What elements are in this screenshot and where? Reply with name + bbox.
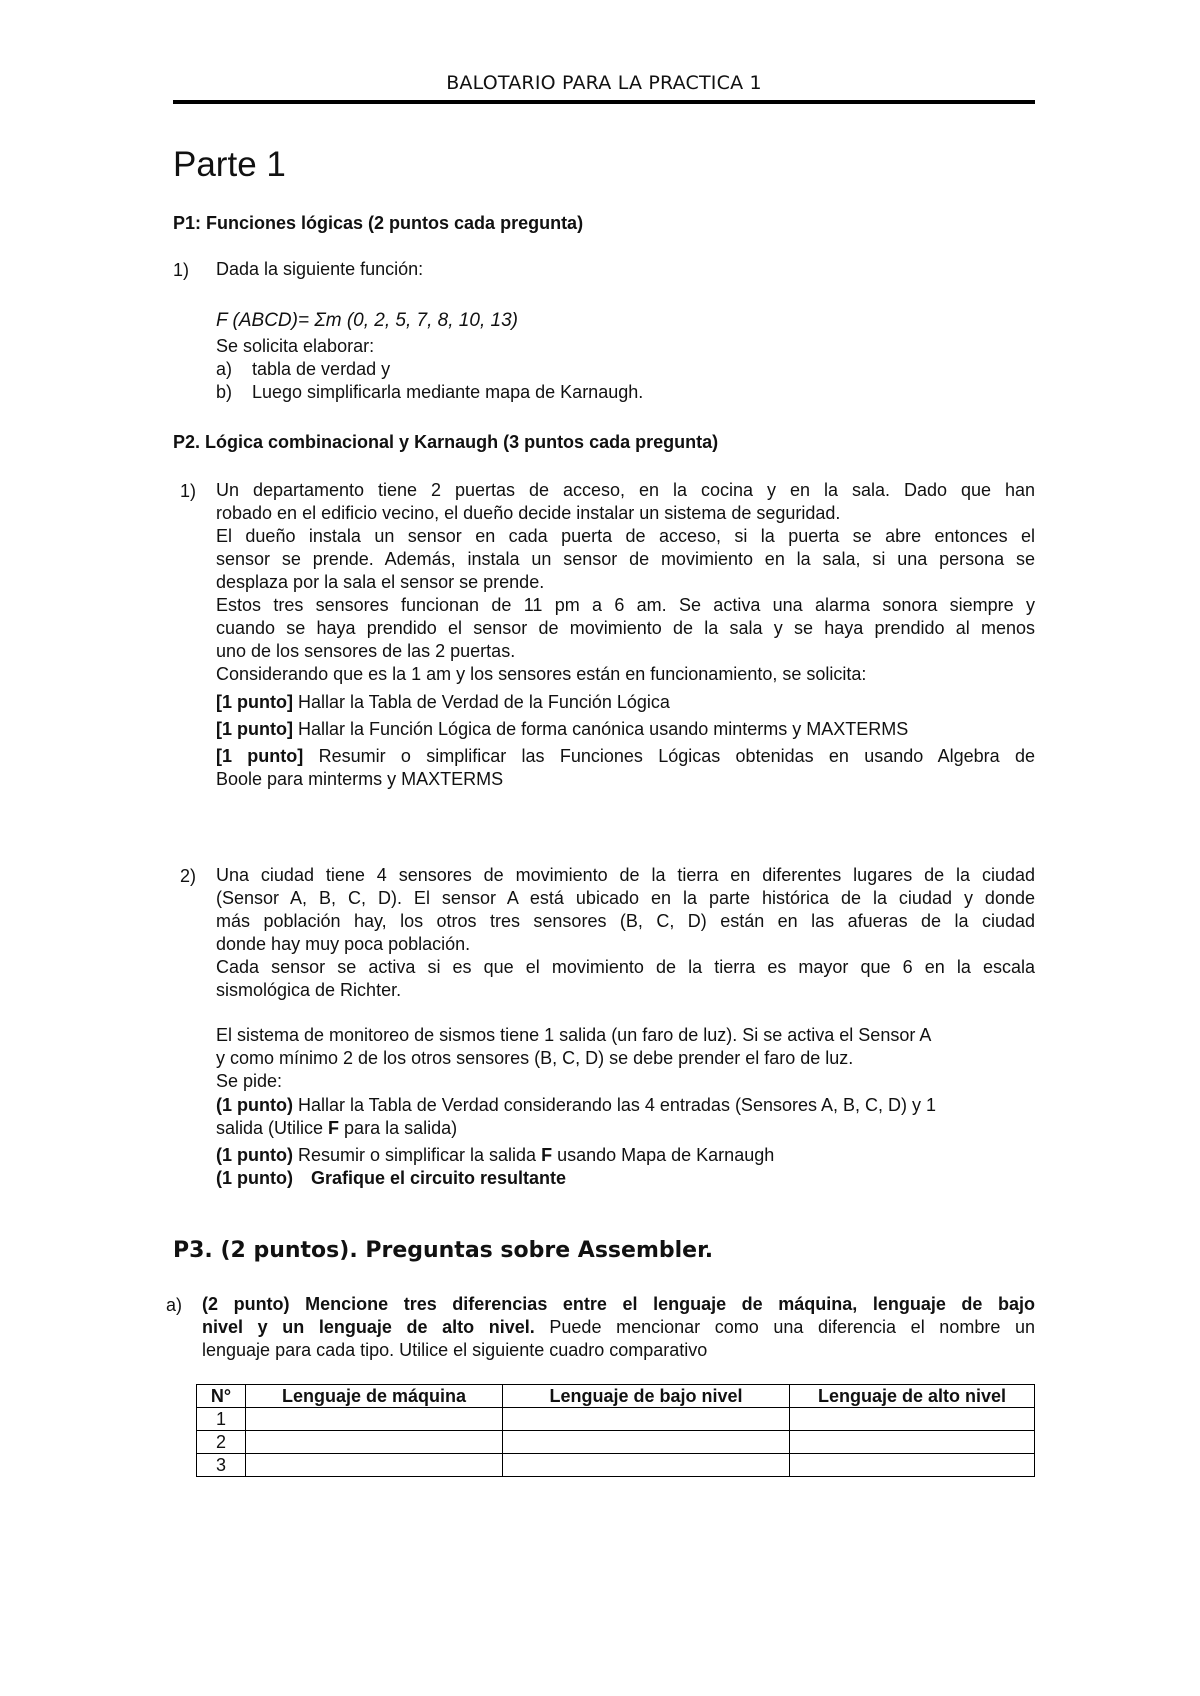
p3-line bbox=[202, 1293, 1035, 1316]
p1-heading: P1: Funciones lógicas (2 puntos cada pregunta) bbox=[173, 213, 584, 233]
p1-q1-intro: Dada la siguiente función: bbox=[216, 259, 424, 279]
p2-q1-item bbox=[216, 718, 908, 741]
table-row bbox=[197, 1454, 1035, 1477]
p2-q2-line: y como mínimo 2 de los otros sensores (B, C, D) se debe prender el faro de luz. bbox=[216, 1048, 854, 1068]
table-row bbox=[197, 1408, 1035, 1431]
item-text: Hallar la Tabla de Verdad considerando las 4 entradas (Sensores A, B, C, D) y 1 bbox=[292, 1095, 937, 1115]
p3-line bbox=[202, 1316, 1035, 1339]
table-header-row bbox=[197, 1385, 1035, 1408]
table-cell[interactable] bbox=[246, 1431, 503, 1454]
p2-q2-line: El sistema de monitoreo de sismos tiene 1 salida (un faro de luz). Si se activa el Sensor A bbox=[216, 1025, 932, 1045]
row-number: 3 bbox=[197, 1454, 246, 1477]
p2-q1-line: desplaza por la sala el sensor se prende. bbox=[216, 572, 545, 592]
p2-q2-line: Cada sensor se activa si es que el movimiento de la tierra es mayor que 6 en la escala bbox=[216, 957, 1035, 977]
p2-q1-line: uno de los sensores de las 2 puertas. bbox=[216, 641, 516, 661]
item-text: para la salida) bbox=[339, 1118, 458, 1138]
part-title: Parte 1 bbox=[173, 145, 286, 184]
p3-line: lenguaje para cada tipo. Utilice el siguiente cuadro comparativo bbox=[202, 1340, 708, 1360]
p2-q2-line: donde hay muy poca población. bbox=[216, 934, 471, 954]
p2-q2-number: 2) bbox=[180, 866, 197, 886]
p3-note: Puede mencionar como una diferencia el nombre un bbox=[534, 1317, 1035, 1337]
p2-q1-line: Un departamento tiene 2 puertas de acceso, en la cocina y en la sala. Dado que han bbox=[216, 480, 1035, 500]
item-text: Hallar la Función Lógica de forma canónica usando minterms y MAXTERMS bbox=[292, 719, 909, 739]
p2-q1-line: robado en el edificio vecino, el dueño decide instalar un sistema de seguridad. bbox=[216, 503, 841, 523]
table-cell[interactable] bbox=[246, 1454, 503, 1477]
item-text: usando Mapa de Karnaugh bbox=[552, 1145, 775, 1165]
p2-q2-item bbox=[216, 1144, 774, 1167]
p3-question: (2 punto) Mencione tres diferencias entre el lenguaje de máquina, lenguaje de bajo bbox=[202, 1294, 1035, 1314]
p2-q1-number: 1) bbox=[180, 481, 197, 501]
p2-q2-text-b bbox=[216, 1024, 1035, 1093]
table-cell[interactable] bbox=[790, 1408, 1035, 1431]
p3-question: nivel y un lenguaje de alto nivel. bbox=[202, 1317, 535, 1337]
p2-q1-line: El dueño instala un sensor en cada puerta de acceso, si la puerta se abre entonces el bbox=[216, 526, 1035, 546]
p2-q2-text bbox=[216, 864, 1035, 1002]
item-text: Resumir o simplificar las Funciones Lógicas obtenidas en usando Algebra de bbox=[303, 746, 1035, 766]
output-symbol: F bbox=[328, 1118, 340, 1138]
item-text: Hallar la Tabla de Verdad de la Función Lógica bbox=[292, 692, 670, 712]
output-symbol: F bbox=[541, 1145, 553, 1165]
p2-q1-item bbox=[216, 691, 670, 714]
p1-item-b-label: b) bbox=[216, 382, 233, 402]
table-cell[interactable] bbox=[503, 1431, 790, 1454]
item-line bbox=[216, 745, 1035, 768]
item-line bbox=[216, 1094, 1035, 1117]
p2-q2-item bbox=[216, 1167, 566, 1190]
table-row bbox=[197, 1431, 1035, 1454]
row-number: 2 bbox=[197, 1431, 246, 1454]
comparison-table bbox=[196, 1384, 1035, 1477]
p3-item-a bbox=[202, 1293, 1035, 1362]
item-text: salida (Utilice bbox=[216, 1118, 329, 1138]
header-rule bbox=[173, 100, 1035, 104]
item-line: Boole para minterms y MAXTERMS bbox=[216, 769, 504, 789]
page-header: BALOTARIO PARA LA PRACTICA 1 bbox=[446, 72, 762, 94]
item-line bbox=[216, 1117, 1035, 1140]
p2-q2-line: (Sensor A, B, C, D). El sensor A está ubicado en la parte histórica de la ciudad y donde bbox=[216, 888, 1035, 908]
p2-q2-item bbox=[216, 1094, 1035, 1140]
points-label: (1 punto) bbox=[216, 1095, 293, 1115]
p3-heading: P3. (2 puntos). Preguntas sobre Assembler. bbox=[173, 1238, 714, 1263]
p2-q1-line: cuando se haya prendido el sensor de movimiento de la sala y se haya prendido al menos bbox=[216, 618, 1035, 638]
p1-q1-number: 1) bbox=[173, 260, 190, 280]
col-header-high: Lenguaje de alto nivel bbox=[790, 1385, 1035, 1408]
table-cell[interactable] bbox=[790, 1431, 1035, 1454]
col-header-machine: Lenguaje de máquina bbox=[246, 1385, 503, 1408]
p1-item-a: tabla de verdad y bbox=[252, 359, 391, 379]
col-header-num: N° bbox=[197, 1385, 246, 1408]
p2-q1-line: Estos tres sensores funcionan de 11 pm a 6 am. Se activa una alarma sonora siempre y bbox=[216, 595, 1035, 615]
item-text: Grafique el circuito resultante bbox=[310, 1168, 567, 1188]
points-label: [1 punto] bbox=[216, 719, 293, 739]
p2-q1-line: Considerando que es la 1 am y los sensores están en funcionamiento, se solicita: bbox=[216, 664, 867, 684]
p2-q2-line: Una ciudad tiene 4 sensores de movimiento de la tierra en diferentes lugares de la ciudad bbox=[216, 865, 1035, 885]
col-header-low: Lenguaje de bajo nivel bbox=[503, 1385, 790, 1408]
item-text: Resumir o simplificar la salida bbox=[292, 1145, 542, 1165]
table-cell[interactable] bbox=[246, 1408, 503, 1431]
table-cell[interactable] bbox=[503, 1408, 790, 1431]
p2-q1-item bbox=[216, 745, 1035, 791]
points-label: [1 punto] bbox=[216, 746, 304, 766]
p1-item-b: Luego simplificarla mediante mapa de Karnaugh. bbox=[252, 382, 644, 402]
p2-q2-line: Se pide: bbox=[216, 1071, 283, 1091]
points-label: (1 punto) bbox=[216, 1145, 293, 1165]
p2-q1-line: sensor se prende. Además, instala un sensor de movimiento en la sala, si una persona se bbox=[216, 549, 1035, 569]
p3-item-a-label: a) bbox=[166, 1295, 183, 1315]
points-label: [1 punto] bbox=[216, 692, 293, 712]
table-cell[interactable] bbox=[790, 1454, 1035, 1477]
row-number: 1 bbox=[197, 1408, 246, 1431]
p2-q2-line: sismológica de Richter. bbox=[216, 980, 402, 1000]
p2-q2-line: más población hay, los otros tres sensores (B, C, D) están en las afueras de la ciudad bbox=[216, 911, 1035, 931]
p1-item-a-label: a) bbox=[216, 359, 233, 379]
table-cell[interactable] bbox=[503, 1454, 790, 1477]
p1-solicita: Se solicita elaborar: bbox=[216, 336, 375, 356]
points-label: (1 punto) bbox=[216, 1168, 293, 1188]
p2-heading: P2. Lógica combinacional y Karnaugh (3 puntos cada pregunta) bbox=[173, 432, 719, 452]
p2-q1-text bbox=[216, 479, 1035, 686]
p1-formula: F (ABCD)= Σm (0, 2, 5, 7, 8, 10, 13) bbox=[216, 310, 518, 331]
